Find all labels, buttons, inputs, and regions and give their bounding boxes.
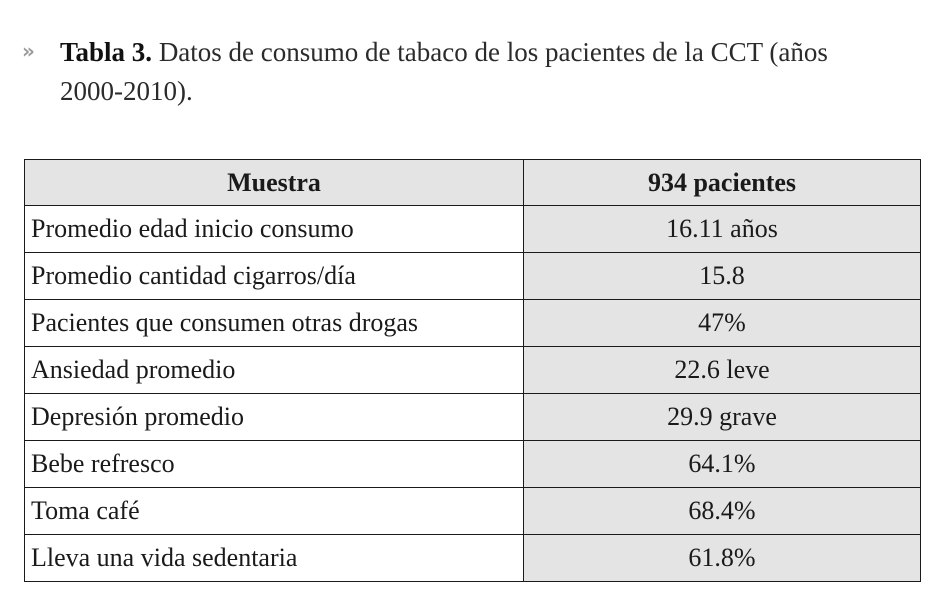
table-row [25, 300, 921, 347]
table-row [25, 535, 921, 582]
row-value: 61.8% [524, 535, 921, 582]
column-header-pacientes: 934 pacientes [524, 160, 921, 206]
row-label: Pacientes que consumen otras drogas [25, 300, 524, 347]
table-header-row [25, 160, 921, 206]
table-row [25, 441, 921, 488]
caption-label: Tabla 3. [60, 37, 153, 67]
table-row [25, 206, 921, 253]
row-value: 22.6 leve [524, 347, 921, 394]
caption-text-continued: 2000-2010). [60, 76, 193, 106]
row-label: Toma café [25, 488, 524, 535]
row-label: Lleva una vida sedentaria [25, 535, 524, 582]
column-header-muestra: Muestra [25, 160, 524, 206]
table-row [25, 347, 921, 394]
caption-bullet-icon: » [22, 39, 35, 63]
row-value: 68.4% [524, 488, 921, 535]
caption-text: Datos de consumo de tabaco de los pacientes de la CCT (años [152, 37, 828, 67]
row-label: Promedio edad inicio consumo [25, 206, 524, 253]
table-caption [22, 34, 927, 110]
row-label: Bebe refresco [25, 441, 524, 488]
table-row [25, 488, 921, 535]
row-value: 15.8 [524, 253, 921, 300]
row-value: 29.9 grave [524, 394, 921, 441]
row-value: 47% [524, 300, 921, 347]
table-row [25, 394, 921, 441]
row-label: Promedio cantidad cigarros/día [25, 253, 524, 300]
row-value: 64.1% [524, 441, 921, 488]
row-label: Depresión promedio [25, 394, 524, 441]
row-label: Ansiedad promedio [25, 347, 524, 394]
table-row [25, 253, 921, 300]
row-value: 16.11 años [524, 206, 921, 253]
data-table [24, 159, 921, 582]
